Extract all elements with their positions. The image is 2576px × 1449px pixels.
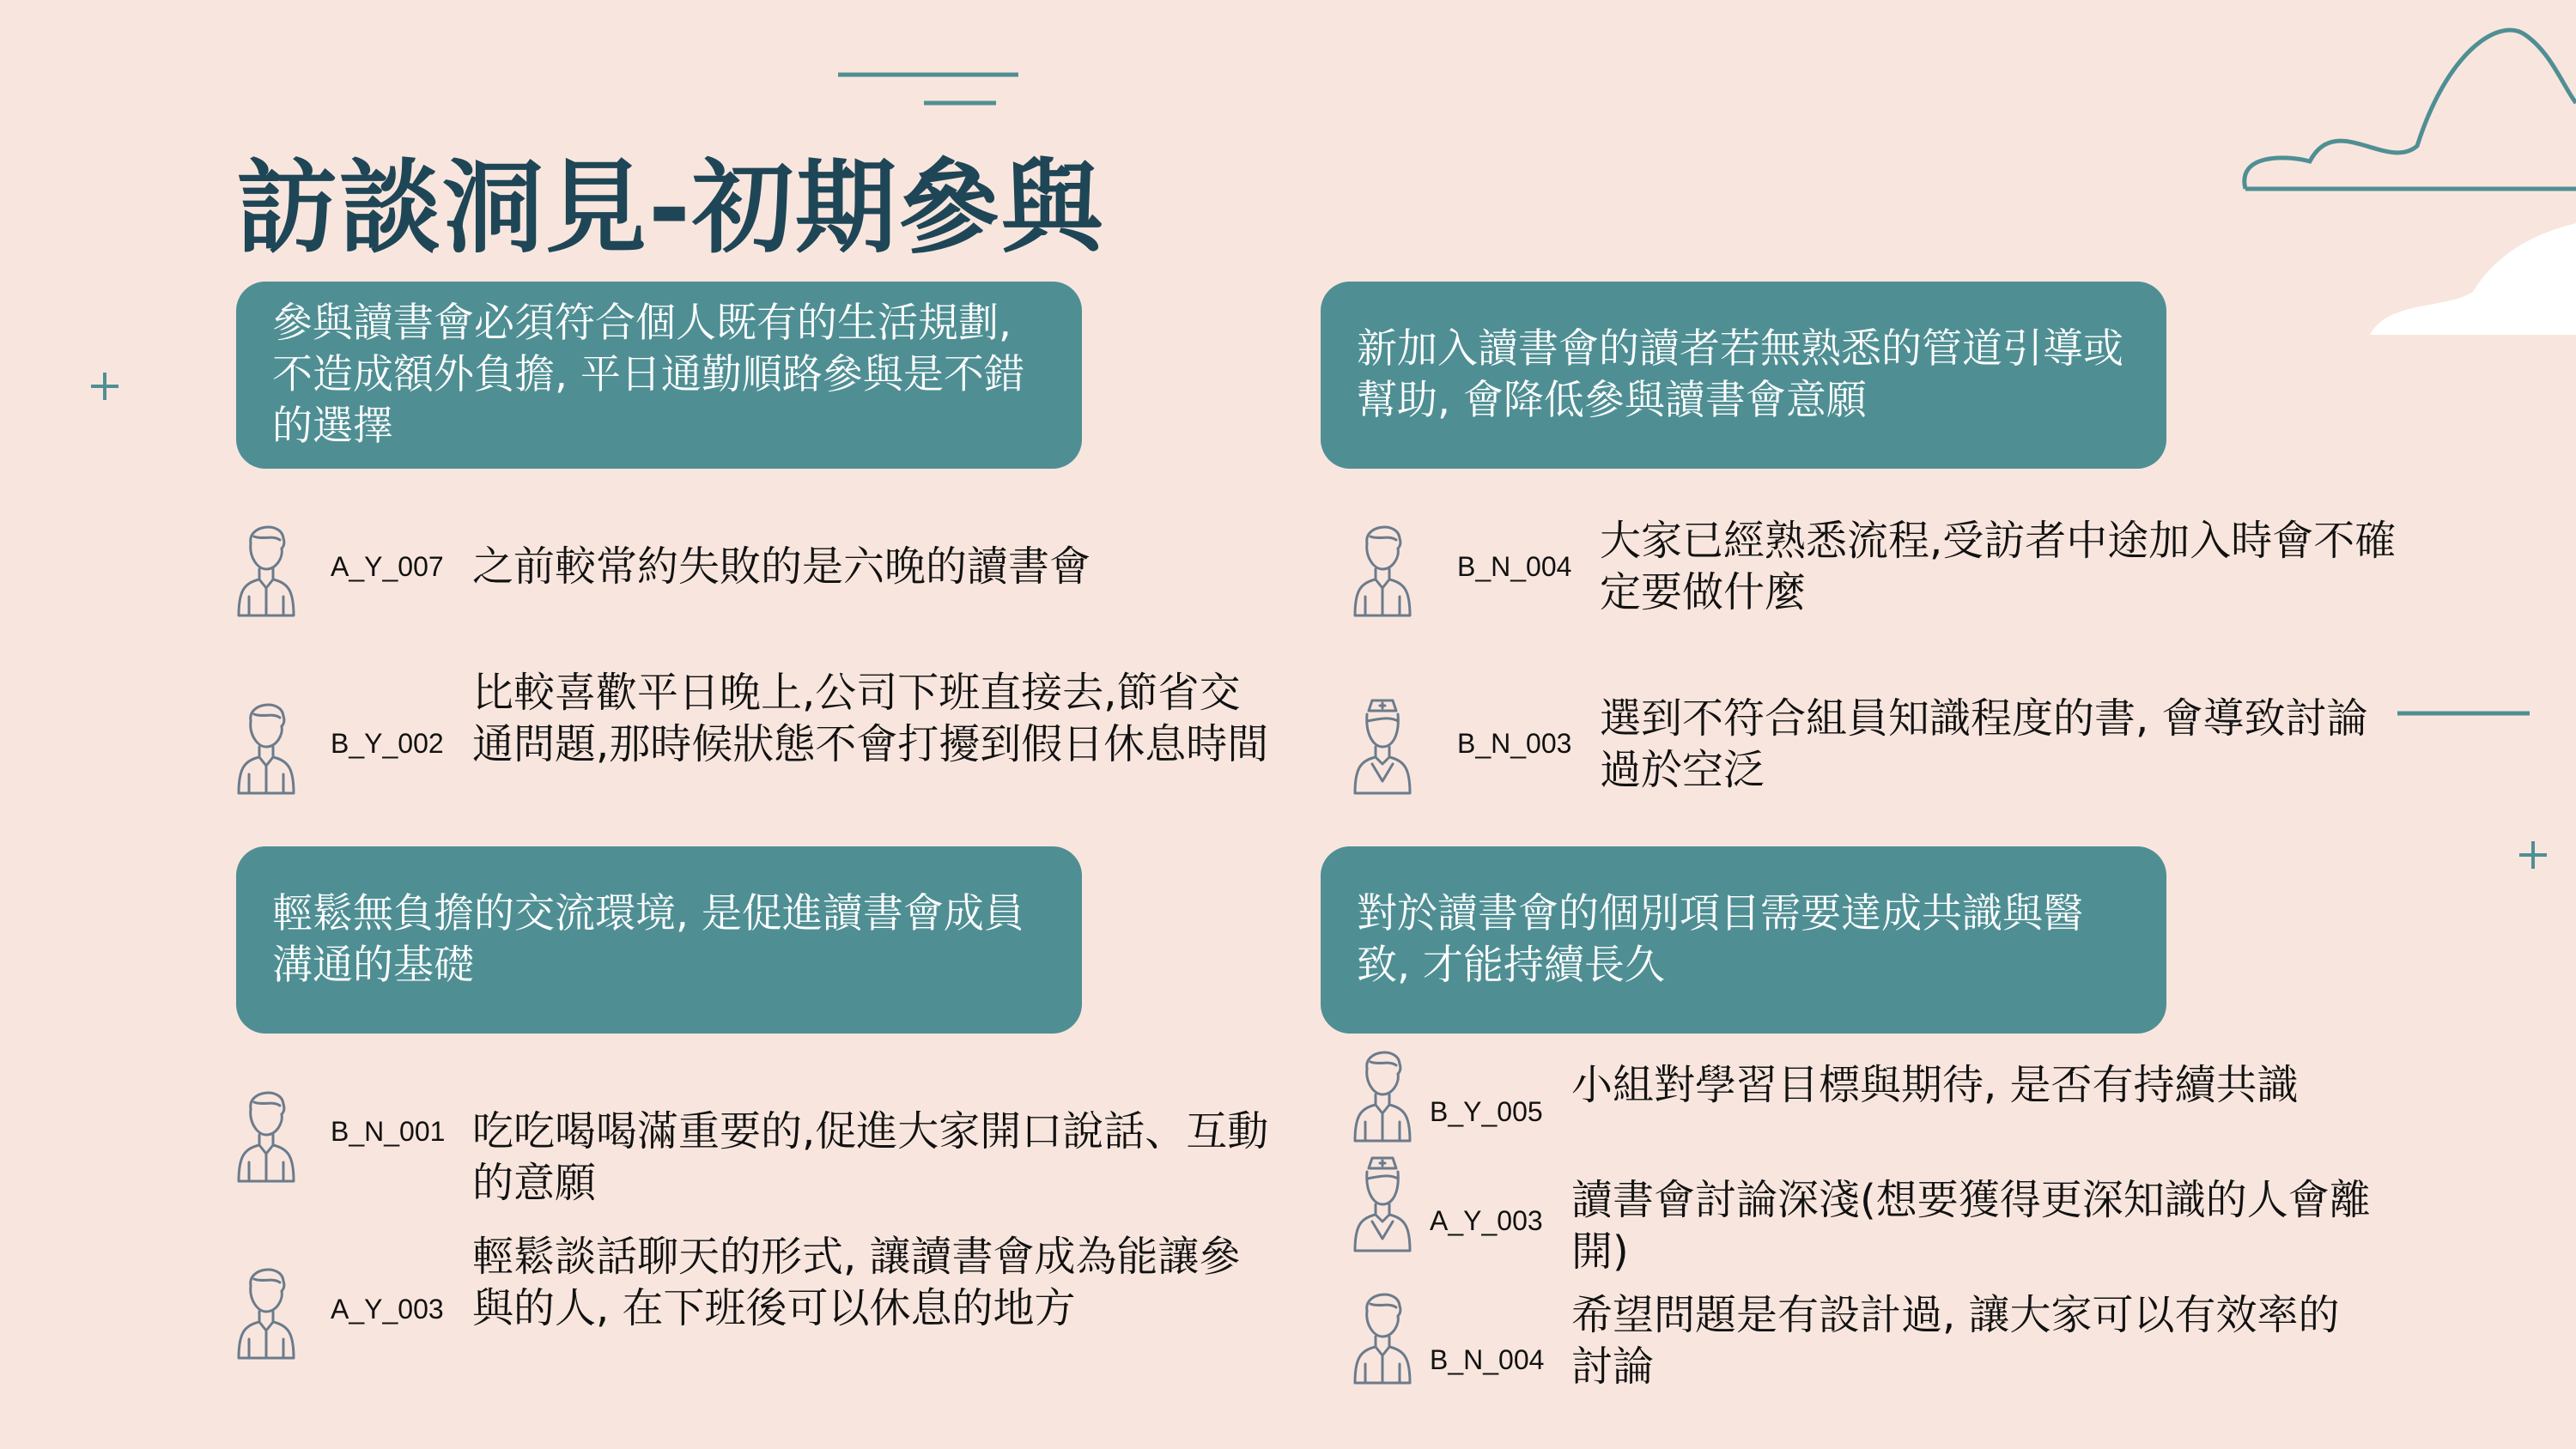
interviewee-code: B_N_003	[1457, 728, 1572, 759]
white-cloud-decoration	[2353, 206, 2576, 343]
interview-quote: 大家已經熟悉流程,受訪者中途加入時會不確定要做什麼	[1600, 517, 2397, 616]
interviewee-code: B_N_004	[1457, 551, 1572, 582]
interviewee-code: A_Y_007	[331, 551, 444, 582]
insight-header-text: 新加入讀書會的讀者若無熟悉的管道引導或幫助, 會降低參與讀書會意願	[1357, 325, 2123, 424]
interviewee-code: A_Y_003	[1430, 1205, 1543, 1236]
insight-header-text: 對於讀書會的個別項目需要達成共識與醫致, 才能持續長久	[1357, 890, 2083, 989]
plus-icon	[89, 371, 120, 402]
male-user-icon	[232, 695, 301, 797]
nurse-user-icon	[1348, 1153, 1417, 1254]
insight-header-text: 參與讀書會必須符合個人既有的生活規劃,不造成額外負擔, 平日通勤順路參與是不錯的選擇	[272, 300, 1024, 450]
interview-quote: 選到不符合組員知識程度的書, 會導致討論過於空泛	[1600, 694, 2368, 794]
plus-icon	[2518, 840, 2549, 870]
interviewee-code: B_Y_005	[1430, 1096, 1543, 1127]
cloud-outline-decoration	[2233, 17, 2576, 197]
interviewee-code: B_N_001	[331, 1116, 446, 1147]
interview-quote: 希望問題是有設計過, 讓大家可以有效率的討論	[1571, 1291, 2340, 1391]
insight-header-bottom-left	[236, 846, 1082, 1034]
male-user-icon	[1348, 518, 1417, 619]
insight-header-text: 輕鬆無負擔的交流環境, 是促進讀書會成員溝通的基礎	[272, 890, 1024, 989]
interview-quote: 小組對學習目標與期待, 是否有持續共識	[1571, 1061, 2299, 1109]
male-user-icon	[1348, 1285, 1417, 1386]
interview-quote: 之前較常約失敗的是六晚的讀書會	[472, 543, 1091, 591]
insight-header-bottom-right	[1321, 846, 2166, 1034]
interviewee-code: B_N_004	[1430, 1344, 1545, 1375]
decor-lines-top	[833, 69, 1030, 112]
male-user-icon	[232, 518, 301, 619]
page-title: 訪談洞見-初期參與	[236, 149, 1104, 267]
male-user-icon	[232, 1083, 301, 1185]
male-user-icon	[1348, 1043, 1417, 1144]
interview-quote: 吃吃喝喝滿重要的,促進大家開口說話、互動的意願	[472, 1107, 1269, 1207]
interview-quote: 輕鬆談話聊天的形式, 讓讀書會成為能讓參與的人, 在下班後可以休息的地方	[472, 1233, 1241, 1332]
insight-header-top-right	[1321, 282, 2166, 469]
interview-quote: 比較喜歡平日晚上,公司下班直接去,節省交通問題,那時候狀態不會打擾到假日休息時間	[472, 669, 1269, 768]
decor-line-right	[2396, 708, 2533, 718]
male-user-icon	[232, 1260, 301, 1361]
interview-quote: 讀書會討論深淺(想要獲得更深知識的人會離開)	[1571, 1176, 2371, 1276]
nurse-user-icon	[1348, 695, 1417, 797]
insight-header-top-left	[236, 282, 1082, 469]
interviewee-code: B_Y_002	[331, 728, 444, 759]
interviewee-code: A_Y_003	[331, 1294, 444, 1325]
